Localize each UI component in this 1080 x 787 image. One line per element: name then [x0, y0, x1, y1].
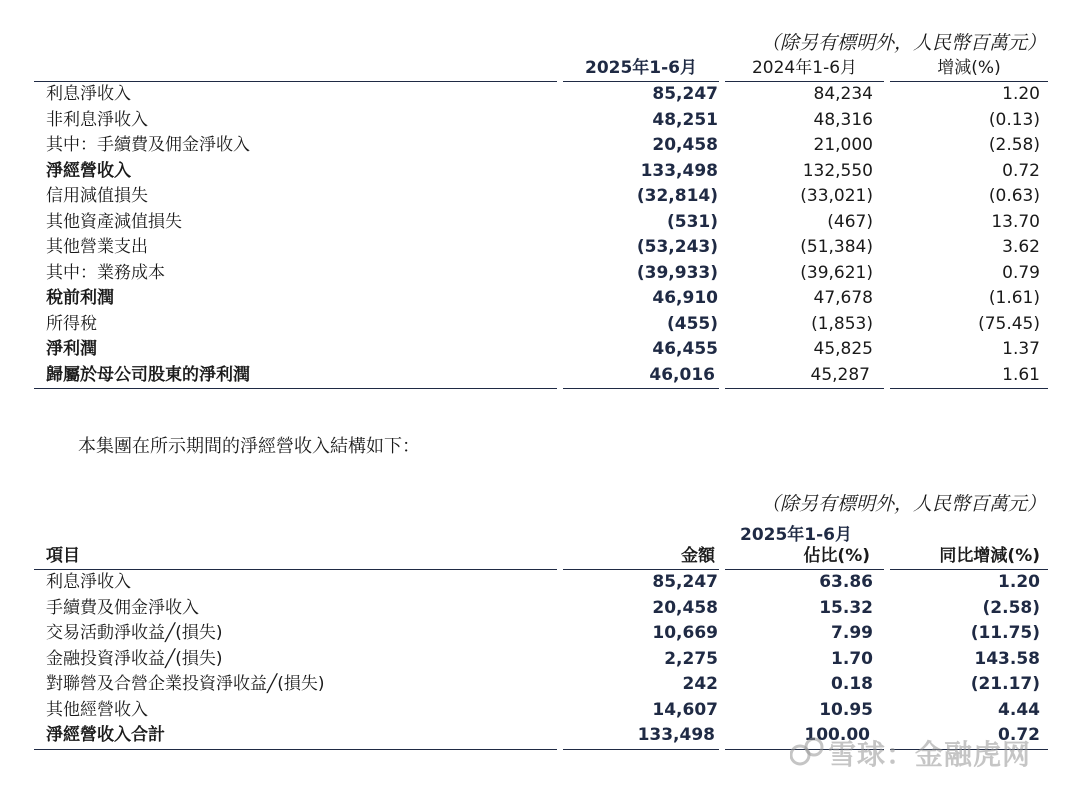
table-row	[34, 133, 1048, 159]
header-yoy-change: 同比增減(%)	[887, 543, 1048, 570]
value-change: 1.37	[1002, 339, 1040, 359]
value-share: 15.32	[819, 597, 873, 618]
value-2024: 45,287	[722, 363, 887, 389]
table-row	[34, 672, 1048, 698]
operating-income-structure-table	[34, 543, 1048, 750]
section-paragraph: 本集團在所示期間的淨經營收入結構如下：	[78, 436, 420, 457]
snowball-logo-icon	[790, 737, 824, 767]
value-2025: 46,016	[560, 363, 722, 389]
table-row	[34, 570, 1048, 596]
income-statement-table	[34, 55, 1048, 389]
value-yoy-change: 143.58	[974, 648, 1040, 669]
value-2024: (33,021)	[800, 186, 873, 206]
value-2024: 132,550	[802, 160, 873, 181]
value-change: (0.63)	[988, 186, 1040, 206]
header-empty	[34, 55, 560, 82]
row-label: 其他營業支出	[46, 237, 148, 257]
value-share: 7.99	[831, 623, 873, 643]
table-row	[34, 235, 1048, 261]
value-2024: 21,000	[813, 135, 873, 155]
value-2024: (1,853)	[811, 313, 873, 334]
value-amount: 20,458	[652, 597, 718, 618]
value-change: 13.70	[991, 211, 1040, 232]
header-amount: 金額	[560, 543, 722, 570]
row-label: 淨利潤	[46, 339, 97, 359]
row-label: 其他資產減值損失	[46, 211, 182, 232]
table-row	[34, 261, 1048, 287]
value-2025: (53,243)	[636, 237, 718, 257]
value-2024: (39,621)	[800, 262, 873, 283]
value-change: 3.62	[1002, 237, 1040, 257]
value-yoy-change: 4.44	[998, 699, 1040, 720]
table-row	[34, 286, 1048, 312]
value-2025: 46,455	[652, 339, 718, 359]
value-2024: (467)	[827, 211, 873, 232]
value-yoy-change: 1.20	[998, 572, 1040, 592]
value-share: 63.86	[819, 572, 873, 592]
value-2025: (32,814)	[636, 186, 718, 206]
row-label: 非利息淨收入	[46, 109, 148, 130]
value-amount: 14,607	[652, 699, 718, 720]
table-row	[34, 184, 1048, 210]
table-row	[34, 312, 1048, 338]
value-2025: 85,247	[652, 84, 718, 104]
row-label: 所得稅	[46, 313, 97, 334]
value-change: 1.61	[887, 363, 1048, 389]
value-2024: 48,316	[813, 109, 873, 130]
row-label: 淨經營收入合計	[34, 723, 560, 749]
table-header-row	[34, 55, 1048, 82]
row-label: 其中：手續費及佣金淨收入	[46, 135, 250, 155]
value-amount: 133,498	[560, 723, 722, 749]
table-row	[34, 647, 1048, 673]
value-change: 0.79	[1002, 262, 1040, 283]
table-header-row	[34, 543, 1048, 570]
watermark: 雪球：金融虎网	[828, 738, 1032, 771]
value-change: (75.45)	[978, 313, 1040, 334]
table-row	[34, 337, 1048, 363]
value-2024: 47,678	[813, 288, 873, 308]
value-2025: (531)	[666, 211, 718, 232]
period-header: 2025年1-6月	[739, 525, 853, 545]
value-2025: 46,910	[652, 288, 718, 308]
value-change: (1.61)	[988, 288, 1040, 308]
header-2024: 2024年1-6月	[722, 55, 887, 82]
value-amount: 2,275	[664, 648, 718, 669]
value-yoy-change: 0.72	[887, 723, 1048, 749]
unit-note-1: （除另有標明外，人民幣百萬元）	[760, 32, 1046, 54]
value-yoy-change: (21.17)	[970, 674, 1040, 694]
value-change: 1.20	[1002, 84, 1040, 104]
value-2025: (455)	[666, 313, 718, 334]
header-change: 增減(%)	[887, 55, 1048, 82]
value-2024: 45,825	[813, 339, 873, 359]
value-2024: (51,384)	[800, 237, 873, 257]
value-amount: 85,247	[652, 572, 718, 592]
value-yoy-change: (11.75)	[970, 623, 1040, 643]
row-label: 其中：業務成本	[46, 262, 165, 283]
row-label: 稅前利潤	[46, 288, 114, 308]
row-label: 歸屬於母公司股東的淨利潤	[34, 363, 560, 389]
row-label: 利息淨收入	[46, 572, 131, 592]
table-row	[34, 596, 1048, 622]
table-row	[34, 698, 1048, 724]
value-change: (0.13)	[988, 109, 1040, 130]
value-2025: 133,498	[640, 160, 718, 181]
value-amount: 242	[682, 674, 718, 694]
row-label: 信用減值損失	[46, 186, 148, 206]
row-label: 淨經營收入	[46, 160, 131, 181]
value-share: 100.00	[722, 723, 887, 749]
value-change: (2.58)	[988, 135, 1040, 155]
header-2025: 2025年1-6月	[560, 55, 722, 82]
table-row	[34, 210, 1048, 236]
value-2024: 84,234	[813, 84, 873, 104]
table-row	[34, 363, 1048, 389]
table-row	[34, 621, 1048, 647]
row-label: 交易活動淨收益╱(損失)	[46, 623, 223, 643]
value-share: 1.70	[831, 648, 873, 669]
row-label: 手續費及佣金淨收入	[46, 597, 199, 618]
row-label: 利息淨收入	[46, 84, 131, 104]
table-row	[34, 159, 1048, 185]
row-label: 金融投資淨收益╱(損失)	[46, 648, 223, 669]
row-label: 其他經營收入	[46, 699, 148, 720]
table-row	[34, 108, 1048, 134]
value-share: 10.95	[819, 699, 873, 720]
table-row	[34, 82, 1048, 108]
value-2025: 48,251	[652, 109, 718, 130]
header-item: 項目	[34, 543, 560, 570]
row-label: 對聯營及合營企業投資淨收益╱(損失)	[46, 674, 325, 694]
value-2025: (39,933)	[636, 262, 718, 283]
value-2025: 20,458	[652, 135, 718, 155]
value-change: 0.72	[1002, 160, 1040, 181]
value-amount: 10,669	[652, 623, 718, 643]
unit-note-2: （除另有標明外，人民幣百萬元）	[760, 493, 1046, 515]
header-share: 佔比(%)	[722, 543, 887, 570]
value-yoy-change: (2.58)	[982, 597, 1040, 618]
value-share: 0.18	[831, 674, 873, 694]
